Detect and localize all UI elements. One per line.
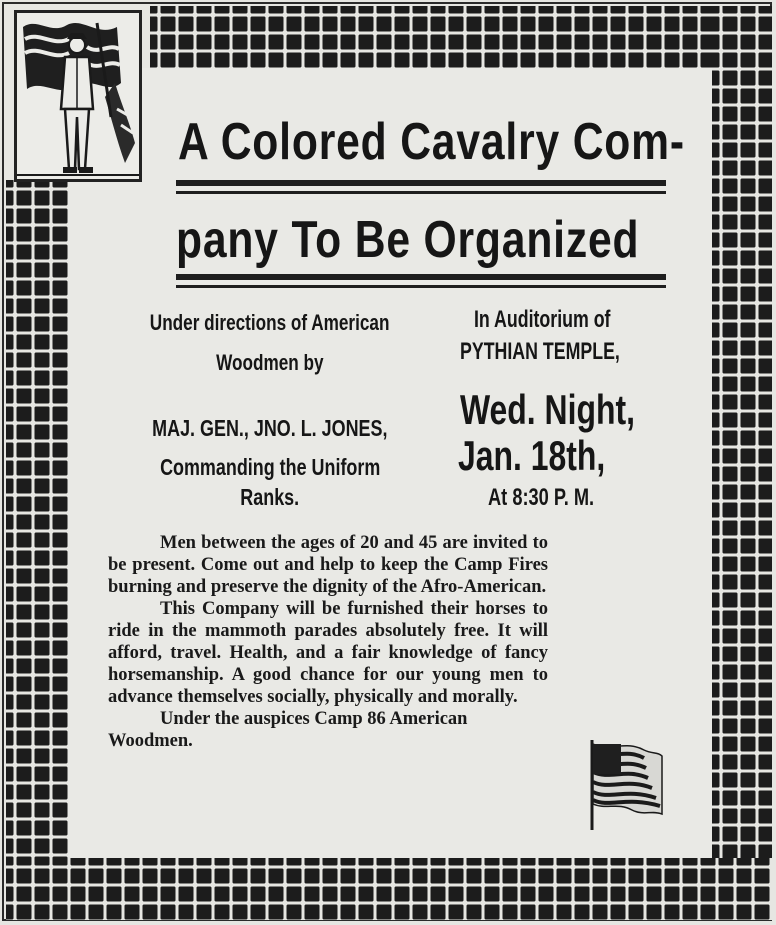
right-line2: PYTHIAN TEMPLE, (460, 338, 620, 365)
soldier-icon (17, 13, 139, 179)
border-top (150, 6, 772, 68)
ad-title-line1: A Colored Cavalry Com- (178, 113, 685, 171)
left-column (110, 415, 430, 442)
title-rule (176, 285, 666, 288)
right-line3: Wed. Night, (460, 386, 635, 433)
flag-icon (586, 738, 666, 834)
body-paragraph-3: Under the auspices Camp 86 American Woodmen. (108, 709, 468, 751)
left-column (110, 350, 430, 376)
right-line1: In Auditorium of (474, 306, 611, 333)
left-column (110, 454, 430, 481)
border-left (6, 180, 68, 920)
left-column (110, 484, 430, 511)
right-line5: At 8:30 P. M. (488, 484, 595, 511)
border-bottom (6, 858, 772, 920)
ad-title-line2: pany To Be Organized (176, 211, 640, 269)
title-rule (176, 274, 666, 280)
border-right (712, 6, 772, 920)
ad-body (108, 532, 548, 752)
left-line3: MAJ. GEN., JNO. L. JONES, (152, 415, 388, 441)
left-line5: Ranks. (240, 484, 300, 510)
title-rule (176, 180, 666, 186)
title-rule (176, 191, 666, 194)
right-line4: Jan. 18th, (458, 432, 606, 479)
soldier-flag-illustration (14, 10, 142, 182)
left-line4: Commanding the Uniform (159, 454, 381, 480)
body-paragraph-2: This Company will be furnished their horses to ride in the mammoth parades absolutely free. It will afford, travel. Health, and a fair knowledge of fancy horsemanship. A good chance for our young men to advance themselves socially, physically and morally. (108, 599, 548, 707)
left-line2: Woodmen by (216, 350, 324, 375)
left-line1: Under directions of American (150, 310, 390, 335)
body-paragraph-1: Men between the ages of 20 and 45 are invited to be present. Come out and help to keep the Camp Fires burning and preserve the dignity of the Afro-American. (108, 533, 548, 597)
left-column (110, 310, 430, 336)
